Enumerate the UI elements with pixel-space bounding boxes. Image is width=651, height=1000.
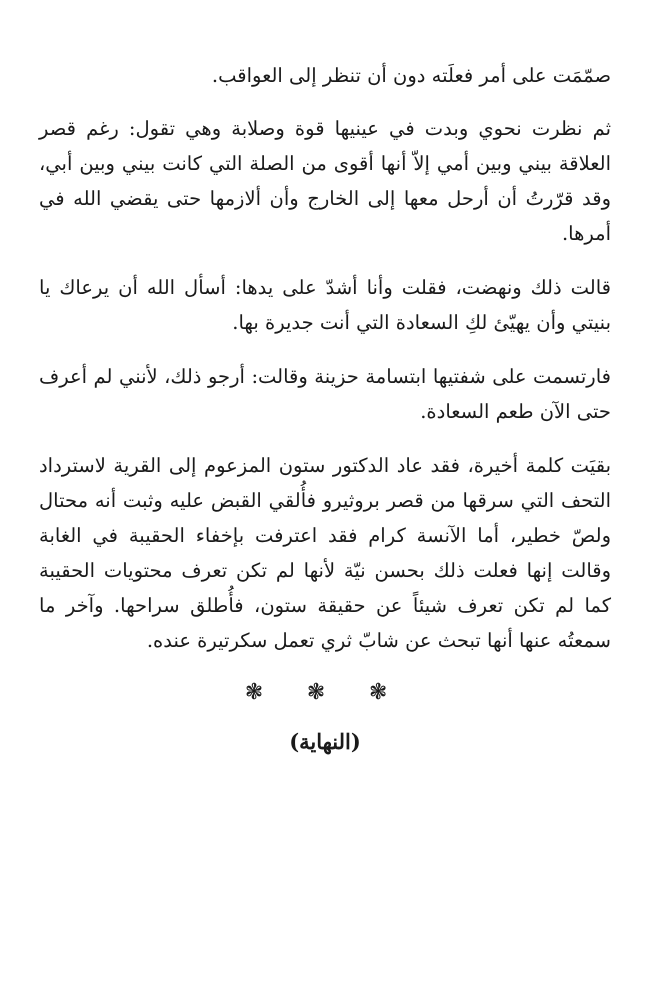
paragraph-1: صمّمَت على أمر فعلَته دون أن تنظر إلى العواقب.: [211, 64, 611, 87]
the-end-label: (النهاية): [289, 729, 361, 754]
section-separator: ❃ ❃ ❃: [244, 680, 406, 705]
book-page: [39, 58, 611, 754]
paragraph-5: بقيَت كلمة أخيرة، فقد عاد الدكتور ستون المزعوم إلى القرية لاسترداد التحف التي سرقها من قصر بروثيرو فأُلقي القبض عليه وثبت أنه محتال ولصّ خطير، أما الآنسة كرام فقد اعترفت بإخفاء الحقيبة في الغابة وقالت إنها فعلت ذلك بحسن نيّة لأنها لم تكن تعرف محتويات الحقيبة كما لم تكن تعرف شيئاً عن حقيقة ستون، فأُطلق سراحها. وآخر ما سمعتُه عنها أنها تبحث عن شابّ ثري تعمل سكرتيرة عنده.: [39, 454, 611, 652]
paragraph-3: قالت ذلك ونهضت، فقلت وأنا أشدّ على يدها: أسأل الله أن يرعاك يا بنيتي وأن يهيّئ لكِ السعادة التي أنت جديرة بها.: [39, 276, 611, 334]
paragraph-4: فارتسمت على شفتيها ابتسامة حزينة وقالت: أرجو ذلك، لأنني لم أعرف حتى الآن طعم السعادة.: [39, 365, 611, 423]
paragraph-2: ثم نظرت نحوي وبدت في عينيها قوة وصلابة وهي تقول: رغم قصر العلاقة بيني وبين أمي إلاّ أنها أقوى من الصلة التي كانت بيني وبين أبي، وقد قرّرتُ أن أرحل معها إلى الخارج وأن ألازمها حتى يقضي الله في أمرها.: [39, 117, 611, 245]
